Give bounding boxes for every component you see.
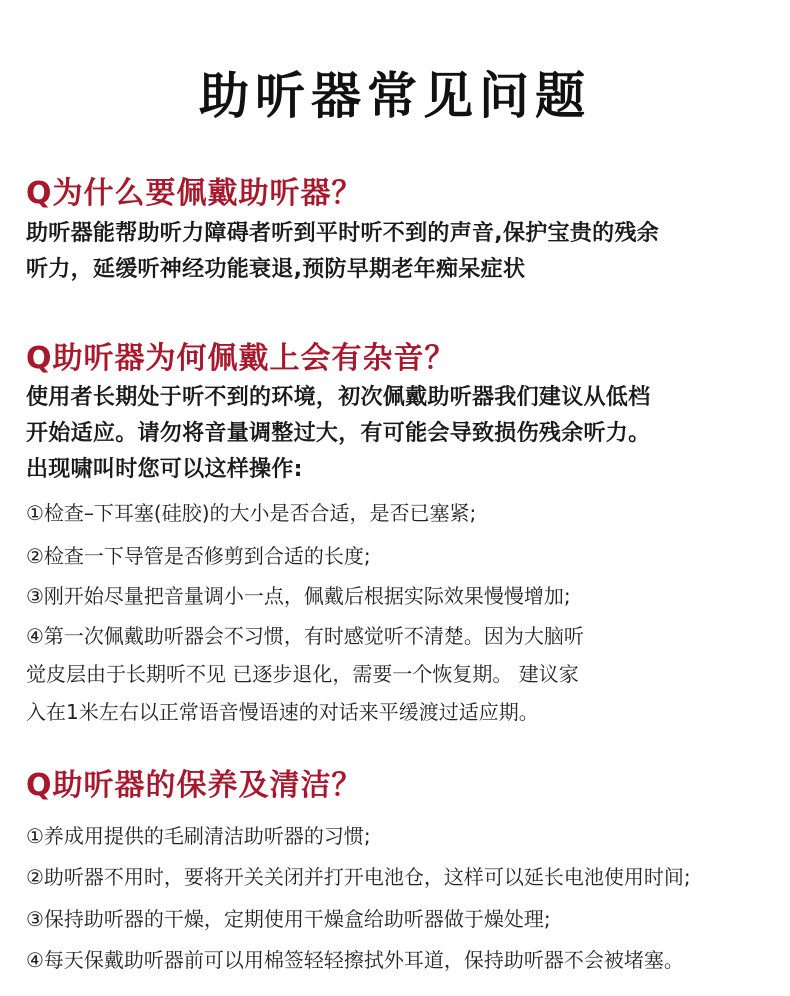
list-item: ①养成用提供的毛刷清洁助听器的习惯; — [26, 824, 371, 848]
answer-2-line-1: 使用者长期处于听不到的环境，初次佩戴助听器我们建议从低档 — [26, 385, 651, 410]
page-title: 助听器常见问题 — [199, 67, 591, 125]
list-item-4-line-1: ④第一次佩戴助听器会不习惯，有时感觉听不清楚。因为大脑听 — [26, 624, 584, 648]
answer-2-line-3: 出现啸叫时您可以这样操作: — [26, 457, 303, 482]
list-item-4-line-2: 觉皮层由于长期听不见 已逐步退化，需要一个恢复期。 建议家 — [26, 662, 579, 686]
question-1: Q为什么要佩戴助听器？ — [26, 176, 363, 211]
list-item: ③保持助听器的干燥，定期使用干燥盒给助听器做于燥处理; — [26, 907, 551, 931]
answer-1-line-1: 助听器能帮助听力障碍者听到平时听不到的声音,保护宝贵的残余 — [26, 221, 660, 246]
answer-2 — [26, 380, 650, 488]
list-item-4 — [26, 617, 584, 731]
question-2: Q助听器为何佩戴上会有杂音？ — [26, 341, 456, 376]
list-item-4-line-3: 入在1米左右以正常语音慢语速的对话来平缓渡过适应期。 — [26, 700, 539, 724]
list-item: ①检查–下耳塞(硅胶)的大小是否合适，是否已塞紧; — [26, 501, 477, 525]
question-3: Q助听器的保养及清洁？ — [26, 768, 363, 803]
list-item: ③刚开始尽量把音量调小一点，佩戴后根据实际效果慢慢增加; — [26, 584, 571, 608]
answer-2-line-2: 开始适应。请勿将音量调整过大，有可能会导致损伤残余听力。 — [26, 421, 651, 446]
answer-1 — [26, 216, 659, 288]
list-item: ②助听器不用时，要将开关关闭并打开电池仓，这样可以延长电池使用时间; — [26, 865, 691, 889]
list-item: ②检查一下导管是否修剪到合适的长度; — [26, 544, 371, 568]
list-item: ④每天保戴助听器前可以用棉签轻轻擦拭外耳道，保持助听器不会被堵塞。 — [26, 948, 684, 972]
answer-1-line-2: 听力，延缓听神经功能衰退,预防早期老年痴呆症状 — [26, 257, 526, 282]
